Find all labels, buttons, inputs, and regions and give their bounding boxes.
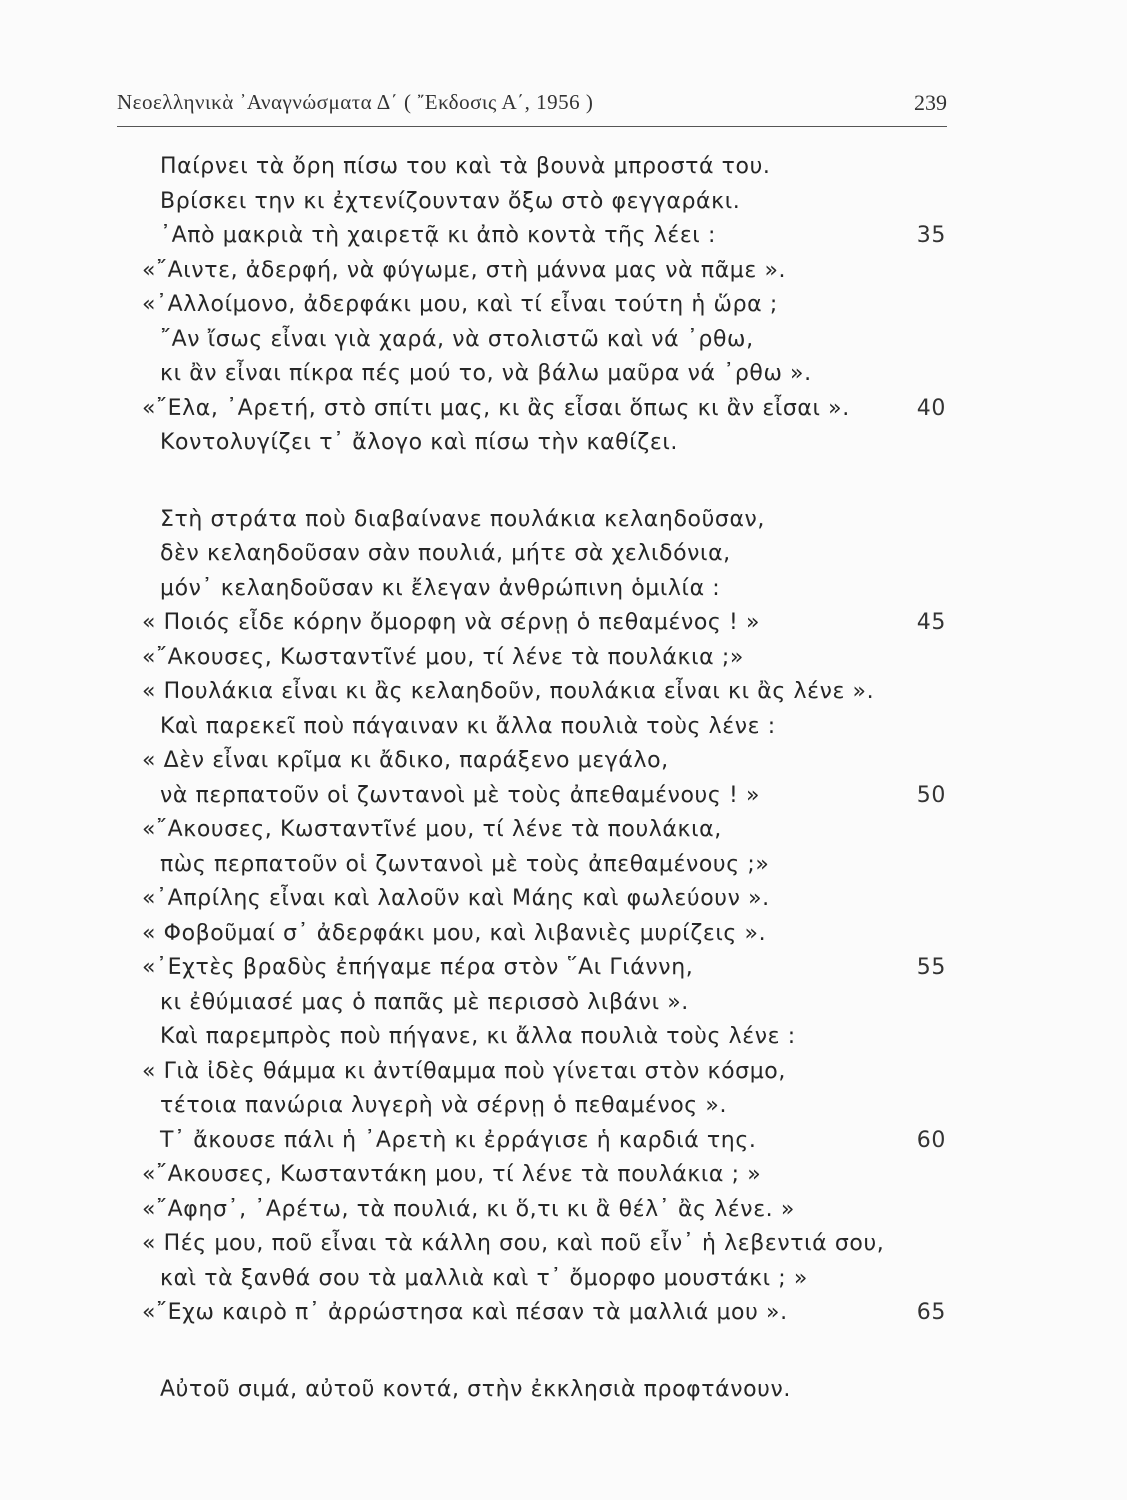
verse-text: Αὐτοῦ σιμά, αὐτοῦ κοντά, στὴν ἐκκλησιὰ προφτάνουν. <box>160 1376 791 1402</box>
verse-text: νὰ περπατοῦν οἱ ζωντανοὶ μὲ τοὺς ἀπεθαμένους ! » <box>160 782 761 808</box>
verse-text: Βρίσκει την κι ἐχτενίζουνταν ὄξω στὸ φεγγαράκι. <box>160 188 741 214</box>
verse-line <box>140 288 970 323</box>
verse-text: Κοντολυγίζει τ᾿ ἄλογο καὶ πίσω τὴν καθίζει. <box>160 430 678 455</box>
verse-text: «῎Ελα, ᾿Αρετή, στὸ σπίτι μας, κι ἂς εἶσαι ὅπως κι ἂν εἶσαι ». <box>142 395 850 421</box>
verse-line <box>140 1124 970 1159</box>
verse-text: δὲν κελαηδοῦσαν σὰν πουλιά, μήτε σὰ χελιδόνια, <box>160 541 731 566</box>
verse-line <box>140 1227 970 1262</box>
stanza <box>140 503 970 1331</box>
stanza <box>140 150 970 461</box>
verse-text: «῎Ακουσες, Κωσταντῖνέ μου, τί λένε τὰ πουλάκια, <box>142 817 722 842</box>
line-number: 60 <box>916 1127 946 1153</box>
verse-text: κι ἐθύμιασέ μας ὁ παπᾶς μὲ περισσὸ λιβάνι ». <box>160 989 689 1015</box>
verse-line <box>140 744 970 779</box>
verse-text: «῎Εχω καιρὸ π᾿ ἀρρώστησα καὶ πέσαν τὰ μαλλιά μου ». <box>142 1300 788 1325</box>
verse-text: τέτοια πανώρια λυγερὴ νὰ σέρνῃ ὁ πεθαμένος ». <box>160 1093 728 1118</box>
line-number: 50 <box>916 782 946 808</box>
verse-text: «᾿Εχτὲς βραδὺς ἐπήγαμε πέρα στὸν ῞Αι Γιάννη, <box>142 955 694 980</box>
verse-line <box>140 1296 970 1331</box>
verse-text: μόν᾿ κελαηδοῦσαν κι ἔλεγαν ἀνθρώπινη ὁμιλία : <box>160 575 721 601</box>
running-head-title: Νεοελληνικὰ ᾿Αναγνώσματα Δ΄ ( ῎Εκδοσις Α΄, 1956 ) <box>117 90 594 114</box>
verse-line <box>140 426 970 461</box>
verse-line <box>140 150 970 185</box>
verse-text: «῎Αιντε, ἀδερφή, νὰ φύγωμε, στὴ μάννα μας νὰ πᾶμε ». <box>142 257 787 283</box>
verse-line <box>140 254 970 289</box>
verse-text: ᾿Απὸ μακριὰ τὴ χαιρετᾷ κι ἀπὸ κοντὰ τῆς λέει : <box>160 223 716 248</box>
verse-line <box>140 537 970 572</box>
verse-text: Τ᾿ ἄκουσε πάλι ἡ ᾿Αρετὴ κι ἐρράγισε ἡ καρδιά της. <box>160 1127 757 1153</box>
verse-line <box>140 1055 970 1090</box>
verse-text: « Φοβοῦμαί σ᾿ ἀδερφάκι μου, καὶ λιβανιὲς μυρίζεις ». <box>142 920 767 946</box>
verse-text: «᾿Απρίλης εἶναι καὶ λαλοῦν καὶ Μάης καὶ φωλεύουν ». <box>142 886 770 911</box>
verse-line <box>140 779 970 814</box>
line-number: 40 <box>916 395 946 421</box>
verse-text: « Δὲν εἶναι κρῖμα κι ἄδικο, παράξενο μεγάλο, <box>142 748 669 773</box>
verse-text: «῎Ακουσες, Κωσταντάκη μου, τί λένε τὰ πουλάκια ; » <box>142 1162 762 1187</box>
line-number: 45 <box>916 610 946 635</box>
verse-line <box>140 641 970 676</box>
poem-body <box>140 150 970 1407</box>
verse-text: Καὶ παρεμπρὸς ποὺ πήγανε, κι ἄλλα πουλιὰ τοὺς λένε : <box>160 1024 796 1049</box>
verse-line <box>140 986 970 1021</box>
verse-line <box>140 951 970 986</box>
verse-text: Παίρνει τὰ ὄρη πίσω του καὶ τὰ βουνὰ μπροστά του. <box>160 154 771 179</box>
verse-line <box>140 1020 970 1055</box>
verse-line <box>140 710 970 745</box>
verse-line <box>140 813 970 848</box>
stanza-gap <box>140 461 970 503</box>
verse-line <box>140 1089 970 1124</box>
verse-line <box>140 917 970 952</box>
verse-text: « Ποιός εἶδε κόρην ὄμορφη νὰ σέρνῃ ὁ πεθαμένος ! » <box>142 610 761 635</box>
running-head <box>117 90 947 120</box>
verse-line <box>140 357 970 392</box>
verse-line <box>140 185 970 220</box>
verse-text: Στὴ στράτα ποὺ διαβαίνανε πουλάκια κελαηδοῦσαν, <box>160 506 766 532</box>
verse-text: καὶ τὰ ξανθά σου τὰ μαλλιὰ καὶ τ᾿ ὄμορφο μουστάκι ; » <box>160 1265 808 1291</box>
verse-line <box>140 675 970 710</box>
line-number: 65 <box>916 1300 946 1325</box>
verse-text: «῎Αφησ᾿, ᾿Αρέτω, τὰ πουλιά, κι ὅ,τι κι ἂ θέλ᾿ ἂς λένε. » <box>142 1196 795 1222</box>
verse-text: Καὶ παρεκεῖ ποὺ πάγαιναν κι ἄλλα πουλιὰ τοὺς λένε : <box>160 713 776 739</box>
verse-text: «῎Ακουσες, Κωσταντῖνέ μου, τί λένε τὰ πουλάκια ;» <box>142 644 744 670</box>
verse-line <box>140 606 970 641</box>
verse-text: «᾿Αλλοίμονο, ἀδερφάκι μου, καὶ τί εἶναι τούτη ἡ ὥρα ; <box>142 292 778 317</box>
verse-text: « Γιὰ ἰδὲς θάμμα κι ἀντίθαμμα ποὺ γίνεται στὸν κόσμο, <box>142 1058 786 1084</box>
verse-line <box>140 219 970 254</box>
page-number: 239 <box>914 90 947 115</box>
verse-line <box>140 1373 970 1408</box>
verse-line <box>140 1262 970 1297</box>
verse-line <box>140 392 970 427</box>
verse-text: ῎Αν ἴσως εἶναι γιὰ χαρά, νὰ στολιστῶ καὶ νά ᾿ρθω, <box>160 326 754 352</box>
stanza <box>140 1373 970 1408</box>
verse-text: « Πουλάκια εἶναι κι ἂς κελαηδοῦν, πουλάκια εἶναι κι ἂς λένε ». <box>142 679 875 704</box>
verse-line <box>140 1193 970 1228</box>
verse-text: πὼς περπατοῦν οἱ ζωντανοὶ μὲ τοὺς ἀπεθαμένους ;» <box>160 851 770 877</box>
stanza-gap <box>140 1331 970 1373</box>
line-number: 55 <box>916 955 946 980</box>
verse-line <box>140 572 970 607</box>
verse-line <box>140 882 970 917</box>
header-rule <box>117 126 947 127</box>
verse-line <box>140 323 970 358</box>
verse-line <box>140 848 970 883</box>
verse-text: κι ἂν εἶναι πίκρα πές μού το, νὰ βάλω μαῦρα νά ᾿ρθω ». <box>160 361 812 386</box>
line-number: 35 <box>916 223 946 248</box>
verse-line <box>140 1158 970 1193</box>
verse-line <box>140 503 970 538</box>
verse-text: « Πές μου, ποῦ εἶναι τὰ κάλλη σου, καὶ ποῦ εἶν᾿ ἡ λεβεντιά σου, <box>142 1231 885 1256</box>
